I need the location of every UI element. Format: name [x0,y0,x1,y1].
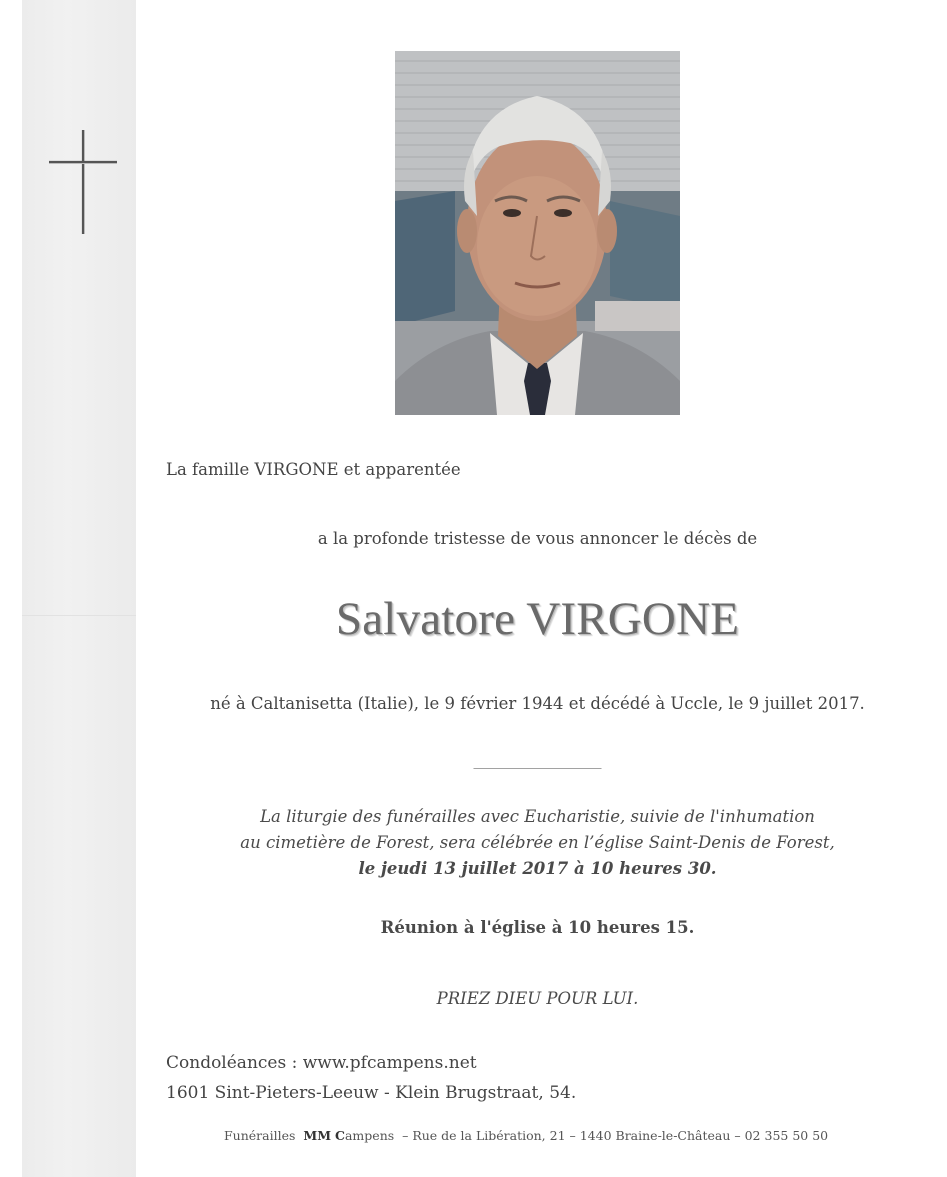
address-line: 1601 Sint-Pieters-Leeuw - Klein Brugstraat, 54. [166,1083,577,1103]
announce-line: a la profonde tristesse de vous annoncer le décès de [317,529,758,548]
footer-prefix: Funérailles [224,1128,296,1143]
portrait-photo [395,51,680,415]
condolences-line: Condoléances : www.pfcampens.net [166,1053,477,1073]
footer-brand-rest: ampens [344,1128,395,1143]
funeral-home-footer [224,1128,828,1143]
cross-icon [48,128,118,236]
footer-brand-mm: MM [303,1128,332,1143]
prayer-line: PRIEZ DIEU POUR LUI. [436,989,639,1008]
family-line: La famille VIRGONE et apparentée [166,460,461,479]
divider-line: ________________ [473,750,602,769]
liturgy-line-2: au cimetière de Forest, sera célébrée en l’église Saint-Denis de Forest, [240,833,835,852]
footer-brand-c: C [335,1128,345,1143]
deceased-name: Salvatore VIRGONE [335,593,740,645]
birth-death-line: né à Caltanisetta (Italie), le 9 février 1944 et décédé à Uccle, le 9 juillet 2017. [210,694,865,713]
liturgy-line-1: La liturgie des funérailles avec Eucharistie, suivie de l'inhumation [260,807,815,826]
reunion-line: Réunion à l'église à 10 heures 15. [380,918,695,937]
liturgy-date-line: le jeudi 13 juillet 2017 à 10 heures 30. [358,859,717,878]
footer-details: – Rue de la Libération, 21 – 1440 Braine-le-Château – 02 355 50 50 [402,1128,829,1143]
